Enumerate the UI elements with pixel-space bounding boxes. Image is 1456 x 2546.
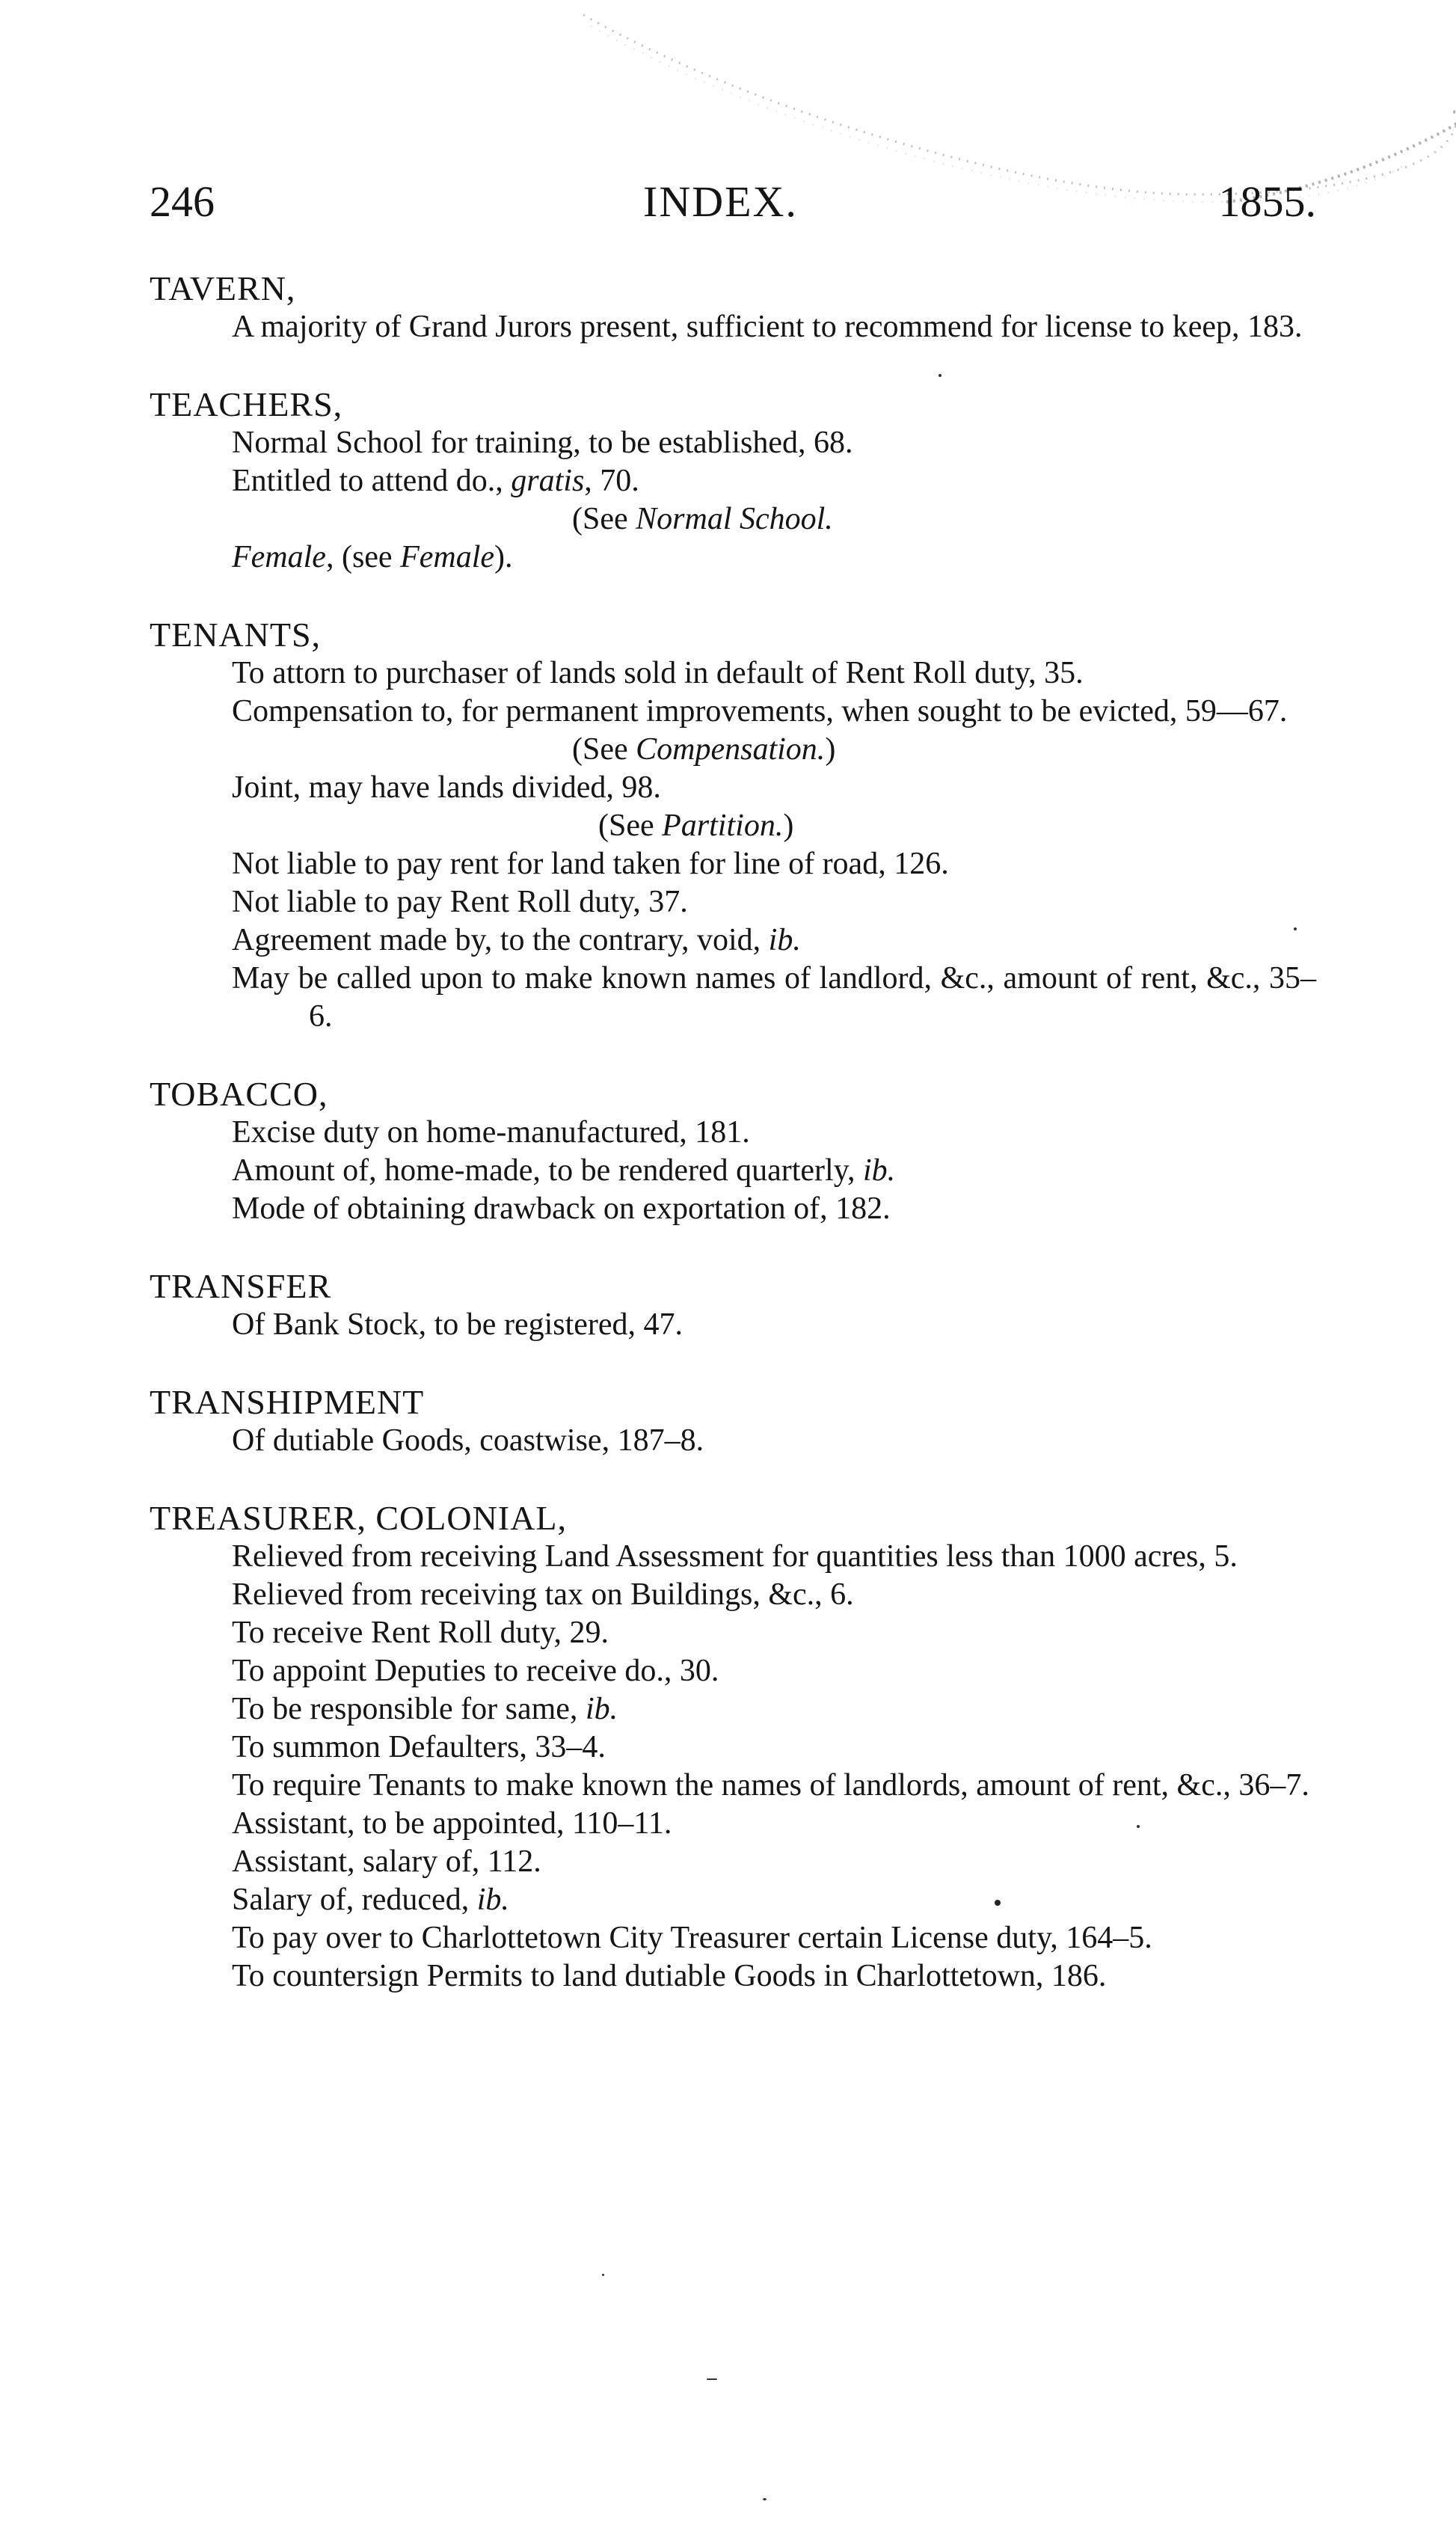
index-entry: Mode of obtaining drawback on exportation of, 182.: [232, 1191, 891, 1226]
index-entry: To require Tenants to make known the names of landlords, amount of rent, &c., 36–7.: [232, 1768, 1309, 1803]
index-entry: Relieved from receiving Land Assessment for quantities less than 1000 acres, 5.: [232, 1539, 1238, 1574]
index-section-teachers: [150, 385, 1316, 577]
index-section-treasurer-colonial: [150, 1499, 1316, 1996]
scan-speck: [1137, 1825, 1140, 1828]
index-section-transfer: [150, 1267, 1316, 1344]
section-heading: TENANTS,: [150, 616, 322, 654]
index-entry: Normal School for training, to be established, 68.: [232, 426, 853, 460]
index-entry: Joint, may have lands divided, 98.: [232, 770, 661, 805]
scan-speck: [939, 374, 942, 377]
index-entry: Female, (see Female).: [232, 540, 513, 574]
index-section-transhipment: [150, 1383, 1316, 1460]
index-entry: To summon Defaulters, 33–4.: [232, 1730, 606, 1764]
cross-reference: (See Normal School.: [572, 502, 833, 536]
page-title: INDEX.: [643, 177, 798, 226]
index-entry: May be called upon to make known names of landlord, &c., amount of rent, &c., 35–6.: [232, 961, 1316, 1034]
page-number: 246: [150, 177, 215, 226]
index-content: [150, 269, 1316, 2034]
index-section-tenants: [150, 616, 1316, 1036]
index-entry: Relieved from receiving tax on Buildings, &c., 6.: [232, 1577, 854, 1612]
scan-speck: [763, 2498, 767, 2500]
cross-reference: (See Compensation.): [572, 732, 836, 767]
index-entry: To be responsible for same, ib.: [232, 1692, 618, 1726]
index-section-tavern: [150, 269, 1316, 346]
page-header: [150, 168, 1316, 236]
cross-reference-target: Normal School.: [636, 502, 833, 536]
index-entry: A majority of Grand Jurors present, sufficient to recommend for license to keep, 183.: [232, 310, 1303, 344]
scan-speck: [1294, 927, 1297, 930]
index-entry: To appoint Deputies to receive do., 30.: [232, 1654, 719, 1688]
index-entry: Agreement made by, to the contrary, void, ib.: [232, 923, 801, 957]
index-entry: Not liable to pay Rent Roll duty, 37.: [232, 885, 688, 919]
scan-speck: [707, 2378, 717, 2380]
index-entry: Assistant, to be appointed, 110–11.: [232, 1806, 672, 1841]
index-entry: Salary of, reduced, ib.: [232, 1883, 509, 1917]
index-entry: To countersign Permits to land dutiable Goods in Charlottetown, 186.: [232, 1959, 1107, 1993]
scan-speck: [602, 2274, 604, 2276]
index-entry: To pay over to Charlottetown City Treasurer certain License duty, 164–5.: [232, 1921, 1152, 1955]
cross-reference-target: Compensation.: [636, 732, 826, 767]
index-section-tobacco: [150, 1075, 1316, 1228]
index-entry: To attorn to purchaser of lands sold in default of Rent Roll duty, 35.: [232, 656, 1084, 690]
header-year: 1855.: [1218, 177, 1316, 226]
cross-reference: (See Partition.): [598, 809, 794, 843]
index-entry: Compensation to, for permanent improvements, when sought to be evicted, 59—67.: [232, 694, 1288, 728]
section-heading: TRANSHIPMENT: [150, 1383, 425, 1421]
index-entry: Amount of, home-made, to be rendered quarterly, ib.: [232, 1153, 896, 1188]
section-heading: TRANSFER: [150, 1267, 332, 1305]
index-entry: Of Bank Stock, to be registered, 47.: [232, 1307, 684, 1342]
section-heading: TREASURER, COLONIAL,: [150, 1499, 567, 1537]
section-heading: TEACHERS,: [150, 385, 343, 423]
index-entry: Assistant, salary of, 112.: [232, 1844, 541, 1879]
index-entry: Of dutiable Goods, coastwise, 187–8.: [232, 1423, 704, 1458]
index-entry: Excise duty on home-manufactured, 181.: [232, 1115, 750, 1150]
section-heading: TAVERN,: [150, 269, 296, 307]
scan-speck: [995, 1900, 1001, 1906]
index-entry: Entitled to attend do., gratis, 70.: [232, 464, 639, 498]
index-entry: To receive Rent Roll duty, 29.: [232, 1616, 609, 1650]
cross-reference-target: Partition.: [662, 809, 784, 843]
section-heading: TOBACCO,: [150, 1075, 328, 1113]
index-entry: Not liable to pay rent for land taken for line of road, 126.: [232, 847, 949, 881]
